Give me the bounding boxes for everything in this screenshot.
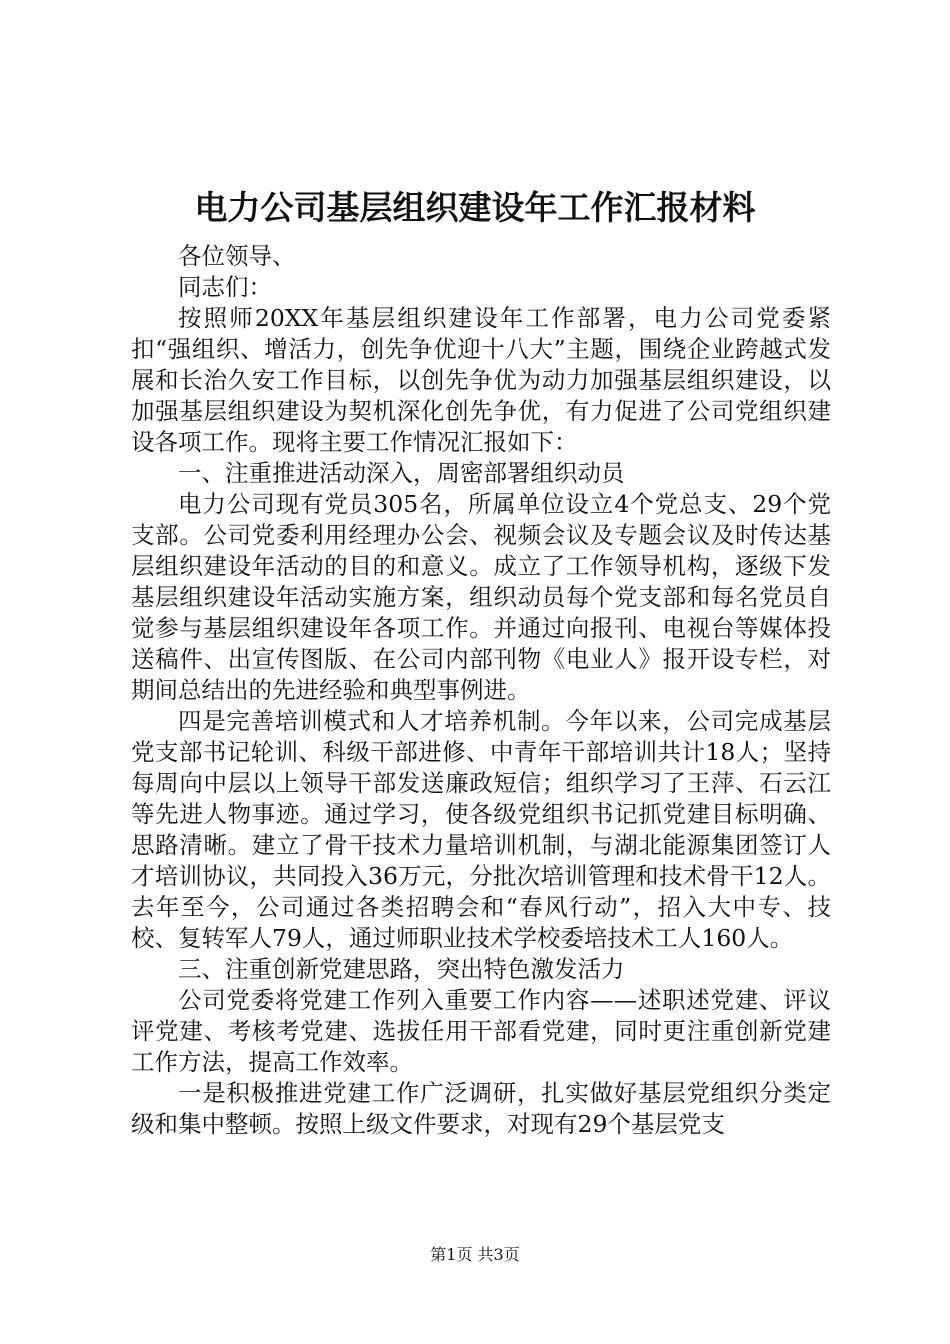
body-paragraph: 电力公司现有党员305名，所属单位设立4个党总支、29个党支部。公司党委利用经理办公会、视频会议及专题会议及时传达基层组织建设年活动的目的和意义。成立了工作领导机构，逐级下发基层组织建设年活动实施方案，组织动员每个党支部和每名党员自觉参与基层组织建设年各项工作。并通过向报刊、电视台等媒体投送稿件、出宣传图版、在公司内部刊物《电业人》报开设专栏，对期间总结出的先进经验和典型事例进。 [131,490,831,704]
section-heading-3: 三、注重创新党建思路，突出特色激发活力 [178,955,625,983]
page-number-footer: 第1页 共3页 [430,1245,520,1264]
section-heading-1: 一、注重推进活动深入，周密部署组织动员 [178,459,625,487]
document-body [131,241,831,1140]
document-title: 电力公司基层组织建设年工作汇报材料 [194,188,756,227]
salutation-line-2: 同志们： [178,273,272,301]
body-paragraph: 四是完善培训模式和人才培养机制。今年以来，公司完成基层党支部书记轮训、科级干部进修、中青年干部培训共计18人；坚持每周向中层以上领导干部发送廉政短信；组织学习了王萍、石云江等先进人物事迹。通过学习，使各级党组织书记抓党建目标明确、思路清晰。建立了骨干技术力量培训机制，与湖北能源集团签订人才培训协议，共同投入36万元，分批次培训管理和技术骨干12人。去年至今，公司通过各类招聘会和“春风行动”，招入大中专、技校、复转军人79人，通过师职业技术学校委培技术工人160人。 [131,707,831,952]
intro-paragraph: 按照师20XX年基层组织建设年工作部署，电力公司党委紧扣“强组织、增活力，创先争优迎十八大”主题，围绕企业跨越式发展和长治久安工作目标，以创先争优为动力加强基层组织建设，以加强基层组织建设为契机深化创先争优，有力促进了公司党组织建设各项工作。现将主要工作情况汇报如下： [131,304,831,456]
body-paragraph: 一是积极推进党建工作广泛调研，扎实做好基层党组织分类定级和集中整顿。按照上级文件要求，对现有29个基层党支 [131,1079,831,1138]
salutation-line-1: 各位领导、 [178,242,296,270]
body-paragraph: 公司党委将党建工作列入重要工作内容——述职述党建、评议评党建、考核考党建、选拔任用干部看党建，同时更注重创新党建工作方法，提高工作效率。 [131,986,831,1076]
